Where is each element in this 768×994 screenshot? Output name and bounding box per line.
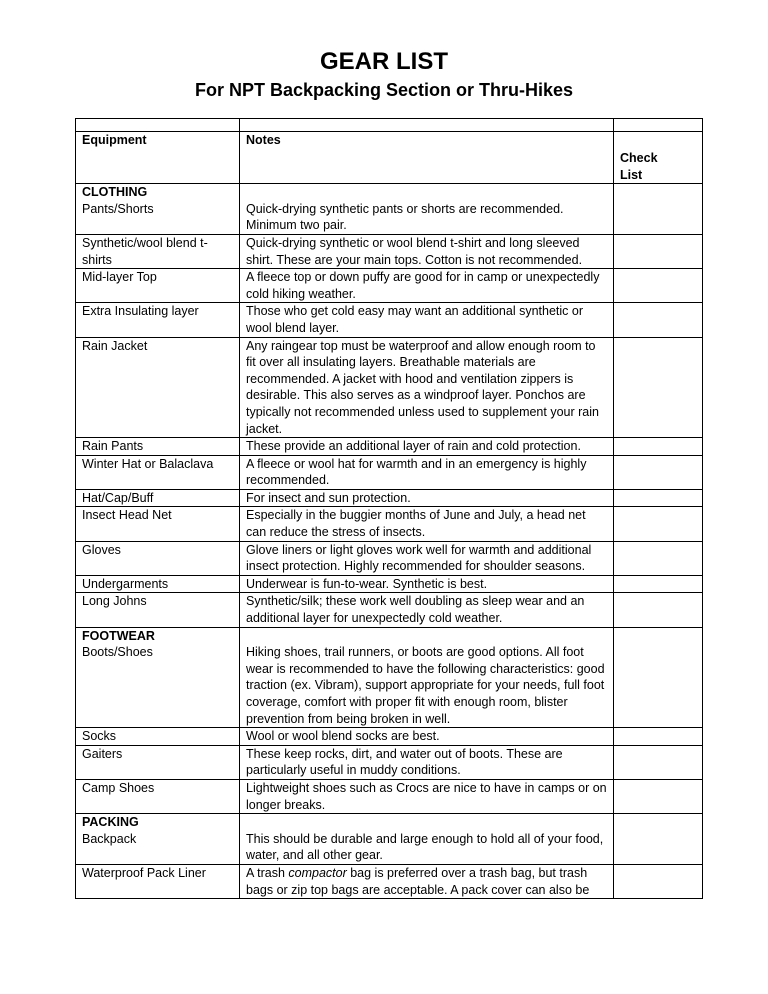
table-row <box>76 455 703 489</box>
item-note: A fleece top or down puffy are good for in camp or unexpectedly cold hiking weather. <box>240 269 614 303</box>
table-row <box>76 507 703 541</box>
check-cell[interactable] <box>614 541 703 575</box>
equipment-cell <box>76 814 240 865</box>
item-note: Hiking shoes, trail runners, or boots are good options. All foot wear is recommended to have the following characteristics: good traction (ex. Vibram), support appropriate for your needs, full foot coverage, comfort with proper fit with enough room, blister prevention from being broken in well. <box>246 645 605 726</box>
notes-cell <box>240 814 614 865</box>
item-name: Socks <box>76 728 240 746</box>
table-row <box>76 728 703 746</box>
notes-header: Notes <box>240 132 614 184</box>
table-row <box>76 438 703 456</box>
table-row <box>76 745 703 779</box>
item-note: Glove liners or light gloves work well for warmth and additional insect protection. Highly recommended for shoulder seasons. <box>240 541 614 575</box>
check-cell[interactable] <box>614 455 703 489</box>
check-cell[interactable] <box>614 864 703 898</box>
item-note: Any raingear top must be waterproof and allow enough room to fit over all insulating layers. Breathable materials are recommended. A jacket with hood and ventilation zippers is desirable. This also serves as a windproof layer. Ponchos are typically not recommended unless used to supplement your rain jacket. <box>240 337 614 438</box>
check-cell[interactable] <box>614 627 703 728</box>
table-top-spacer-row <box>76 119 703 132</box>
emphasis-compactor: compactor <box>288 865 347 880</box>
item-name: Insect Head Net <box>76 507 240 541</box>
item-name: Camp Shoes <box>76 779 240 813</box>
check-cell[interactable] <box>614 489 703 507</box>
check-list-header: Check List <box>620 151 658 182</box>
table-row <box>76 337 703 438</box>
check-list-header-cell <box>614 132 703 184</box>
table-row <box>76 779 703 813</box>
item-note: Lightweight shoes such as Crocs are nice to have in camps or on longer breaks. <box>240 779 614 813</box>
item-name: Winter Hat or Balaclava <box>76 455 240 489</box>
item-note: Underwear is fun-to-wear. Synthetic is best. <box>240 575 614 593</box>
item-note: Those who get cold easy may want an additional synthetic or wool blend layer. <box>240 303 614 337</box>
check-cell[interactable] <box>614 507 703 541</box>
document-subtitle: For NPT Backpacking Section or Thru-Hikes <box>194 80 574 100</box>
check-cell[interactable] <box>614 575 703 593</box>
item-name: Rain Pants <box>76 438 240 456</box>
table-row <box>76 575 703 593</box>
check-cell[interactable] <box>614 269 703 303</box>
item-note: A trash compactor bag is preferred over a trash bag, but trash bags or zip top bags are acceptable. A pack cover can also be <box>240 864 614 898</box>
item-name: Mid-layer Top <box>76 269 240 303</box>
item-note: Especially in the buggier months of June and July, a head net can reduce the stress of insects. <box>240 507 614 541</box>
check-cell[interactable] <box>614 438 703 456</box>
item-name: Waterproof Pack Liner <box>76 864 240 898</box>
item-note: Quick-drying synthetic or wool blend t-shirt and long sleeved shirt. These are your main tops. Cotton is not recommended. <box>240 234 614 268</box>
table-row <box>76 234 703 268</box>
item-note: These keep rocks, dirt, and water out of boots. These are particularly useful in muddy conditions. <box>240 745 614 779</box>
equipment-header: Equipment <box>76 132 240 184</box>
item-name: Backpack <box>82 831 137 846</box>
table-row <box>76 814 703 865</box>
item-name: Synthetic/wool blend t-shirts <box>76 234 240 268</box>
item-name: Pants/Shorts <box>82 201 154 216</box>
document-title: GEAR LIST <box>319 48 448 75</box>
table-header-row <box>76 132 703 184</box>
item-note: Quick-drying synthetic pants or shorts are recommended. Minimum two pair. <box>246 201 564 233</box>
item-note: These provide an additional layer of rain and cold protection. <box>240 438 614 456</box>
item-note: Wool or wool blend socks are best. <box>240 728 614 746</box>
check-cell[interactable] <box>614 303 703 337</box>
section-heading-footwear: FOOTWEAR <box>82 628 155 643</box>
table-row <box>76 269 703 303</box>
item-name: Gloves <box>76 541 240 575</box>
item-name: Gaiters <box>76 745 240 779</box>
item-name: Rain Jacket <box>76 337 240 438</box>
notes-cell <box>240 627 614 728</box>
item-note: For insect and sun protection. <box>240 489 614 507</box>
check-cell[interactable] <box>614 728 703 746</box>
check-cell[interactable] <box>614 337 703 438</box>
item-name: Extra Insulating layer <box>76 303 240 337</box>
table-row <box>76 489 703 507</box>
section-heading-clothing: CLOTHING <box>82 185 148 200</box>
notes-cell <box>240 184 614 235</box>
equipment-cell <box>76 627 240 728</box>
item-note: Synthetic/silk; these work well doubling as sleep wear and an additional layer for unexpectedly cold weather. <box>240 593 614 627</box>
table-row <box>76 627 703 728</box>
check-cell[interactable] <box>614 745 703 779</box>
item-name: Hat/Cap/Buff <box>76 489 240 507</box>
check-cell[interactable] <box>614 184 703 235</box>
check-cell[interactable] <box>614 234 703 268</box>
table-row <box>76 593 703 627</box>
section-heading-packing: PACKING <box>82 815 139 830</box>
table-row <box>76 303 703 337</box>
check-cell[interactable] <box>614 593 703 627</box>
item-name: Undergarments <box>76 575 240 593</box>
item-name: Long Johns <box>76 593 240 627</box>
check-cell[interactable] <box>614 779 703 813</box>
item-note: A fleece or wool hat for warmth and in an emergency is highly recommended. <box>240 455 614 489</box>
item-name: Boots/Shoes <box>82 645 153 660</box>
gear-table <box>75 118 703 899</box>
check-cell[interactable] <box>614 814 703 865</box>
item-note: This should be durable and large enough to hold all of your food, water, and all other gear. <box>246 831 604 863</box>
equipment-cell <box>76 184 240 235</box>
table-row <box>76 541 703 575</box>
table-row <box>76 184 703 235</box>
table-row <box>76 864 703 898</box>
